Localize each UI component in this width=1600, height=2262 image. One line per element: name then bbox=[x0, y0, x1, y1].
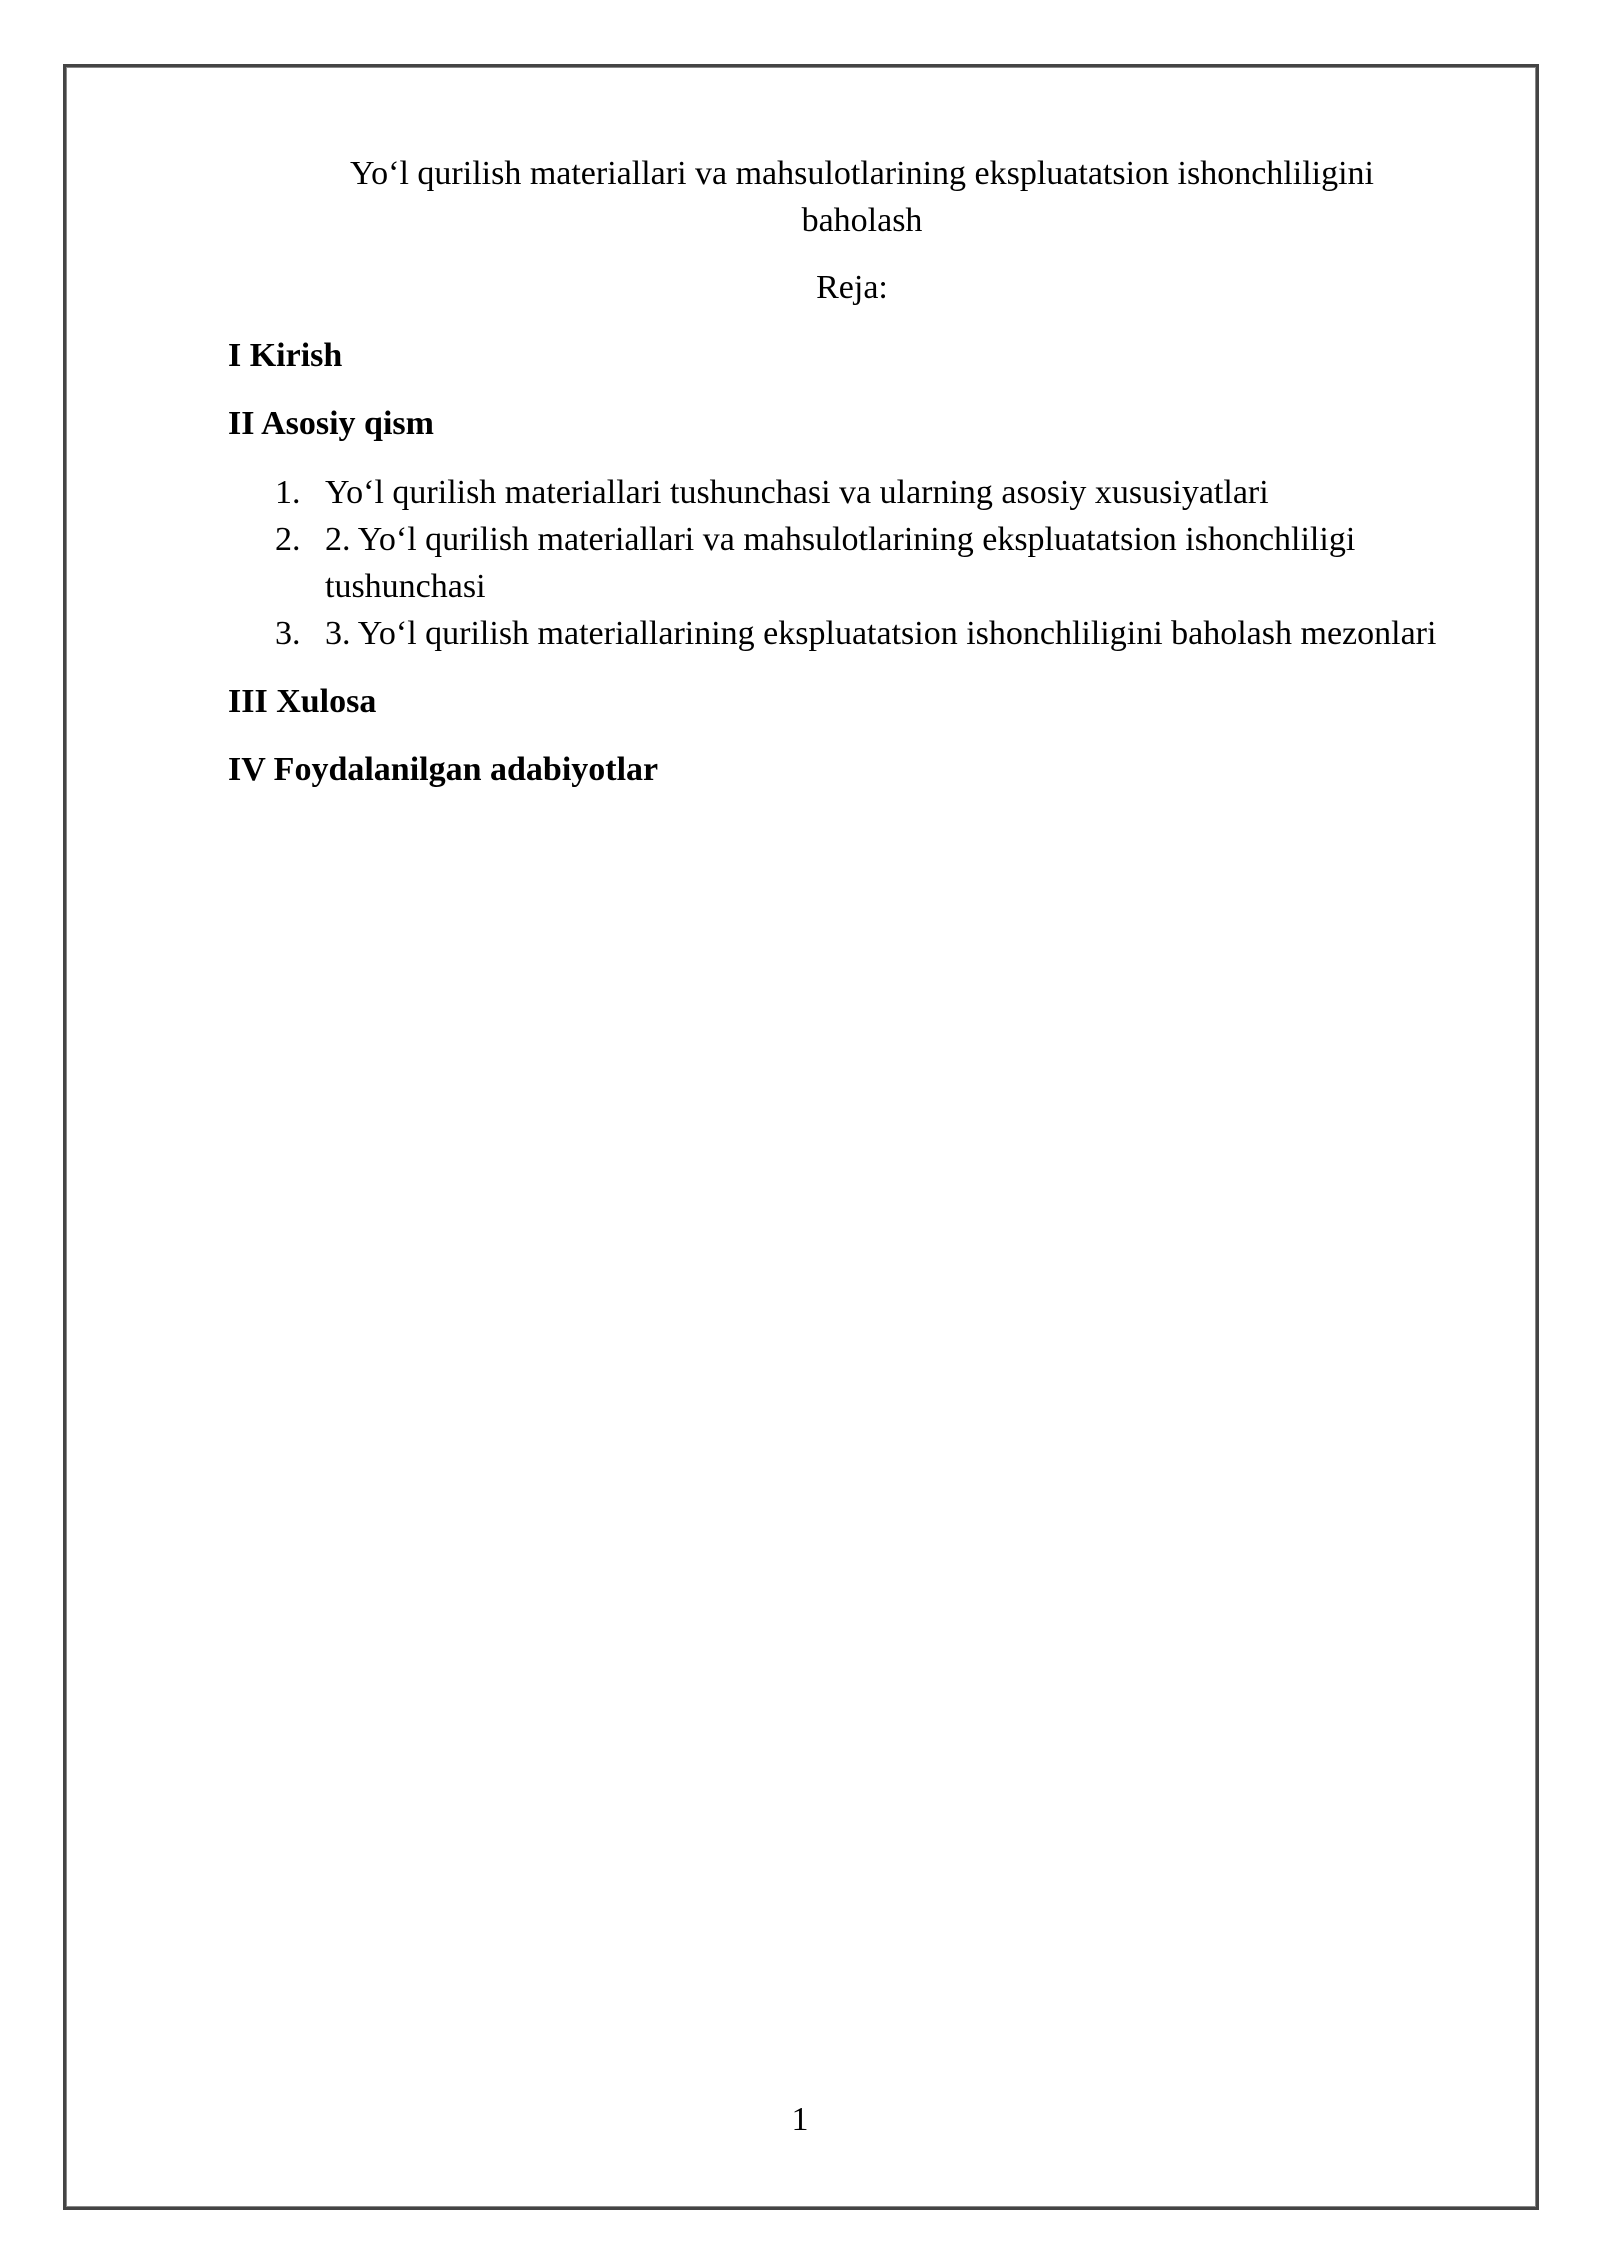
list-item-number: 2. bbox=[275, 521, 301, 558]
section-intro: I Kirish bbox=[228, 337, 343, 374]
list-item bbox=[228, 469, 1476, 516]
page-number: 1 bbox=[791, 2101, 809, 2138]
list-item bbox=[228, 610, 1476, 657]
list-item-text: Yo‘l qurilish materiallari tushunchasi va ularning asosiy xususiyatlari bbox=[325, 474, 1269, 511]
document-title: Yo‘l qurilish materiallari va mahsulotlarining ekspluatatsion ishonchliligini baholash bbox=[350, 155, 1374, 239]
list-item-text: 3. Yo‘l qurilish materiallarining ekspluatatsion ishonchliligini baholash mezonlari bbox=[325, 615, 1437, 652]
document-body bbox=[228, 150, 1476, 793]
main-part-list bbox=[228, 469, 1476, 657]
list-item-text: 2. Yo‘l qurilish materiallari va mahsulotlarining ekspluatatsion ishonchliligi tushunchasi bbox=[325, 521, 1356, 605]
list-item-number: 3. bbox=[275, 615, 301, 652]
section-main: II Asosiy qism bbox=[228, 405, 434, 442]
section-conclusion: III Xulosa bbox=[228, 683, 377, 720]
plan-label: Reja: bbox=[816, 269, 888, 306]
list-item bbox=[228, 516, 1476, 610]
section-references: IV Foydalanilgan adabiyotlar bbox=[228, 751, 659, 788]
list-item-number: 1. bbox=[275, 474, 301, 511]
